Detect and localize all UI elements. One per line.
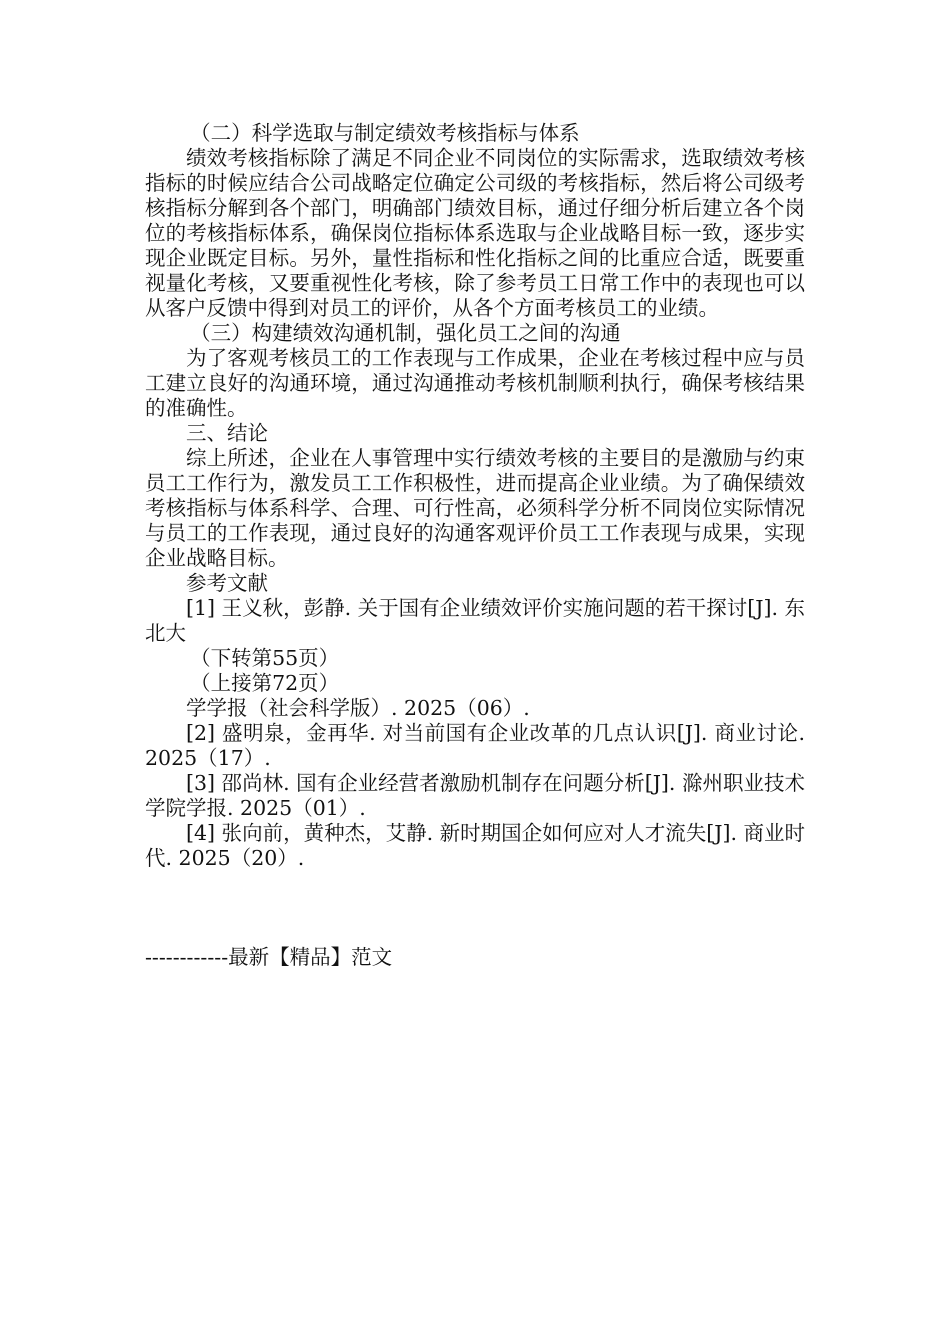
paragraph-kpi-selection: 绩效考核指标除了满足不同企业不同岗位的实际需求，选取绩效考核指标的时候应结合公司战略定位确定公司级的考核指标，然后将公司级考核指标分解到各个部门，明确部门绩效目标，通过仔细分析后建立各个岗位的考核指标体系，确保岗位指标体系选取与企业战略目标一致，逐步实现企业既定目标。另外，量性指标和性化指标之间的比重应合适，既要重视量化考核，又要重视性化考核，除了参考员工日常工作中的表现也可以从客户反馈中得到对员工的评价，从各个方面考核员工的业绩。 bbox=[145, 146, 805, 320]
reference-item-2: [2] 盛明泉，金再华. 对当前国有企业改革的几点认识[J]. 商业讨论. 2025（17）. bbox=[145, 721, 805, 770]
section-heading-3: （三）构建绩效沟通机制，强化员工之间的沟通 bbox=[190, 321, 621, 345]
continued-from-note: （上接第72页） bbox=[190, 671, 340, 695]
reference-item-4: [4] 张向前，黄种杰，艾静. 新时期国企如何应对人才流失[J]. 商业时代. 2025（20）. bbox=[145, 821, 805, 870]
paragraph-conclusion: 综上所述，企业在人事管理中实行绩效考核的主要目的是激励与约束员工工作行为，激发员工工作积极性，进而提高企业业绩。为了确保绩效考核指标与体系科学、合理、可行性高，必须科学分析不同岗位实际情况与员工的工作表现，通过良好的沟通客观评价员工工作表现与成果，实现企业战略目标。 bbox=[145, 446, 805, 570]
section-heading-2: （二）科学选取与制定绩效考核指标与体系 bbox=[190, 121, 580, 145]
document-body bbox=[145, 121, 805, 871]
footer-note: ------------最新【精品】范文 bbox=[145, 945, 393, 969]
references-heading: 参考文献 bbox=[186, 571, 268, 595]
reference-item-3: [3] 邵尚林. 国有企业经营者激励机制存在问题分析[J]. 滁州职业技术学院学报. 2025（01）. bbox=[145, 771, 805, 820]
reference-item-1: [1] 王义秋，彭静. 关于国有企业绩效评价实施问题的若干探讨[J]. 东北大 bbox=[145, 596, 805, 645]
paragraph-communication: 为了客观考核员工的工作表现与工作成果，企业在考核过程中应与员工建立良好的沟通环境，通过沟通推动考核机制顺利执行，确保考核结果的准确性。 bbox=[145, 346, 805, 420]
reference-item-1-continued: 学学报（社会科学版）. 2025（06）. bbox=[186, 696, 530, 720]
continued-on-note: （下转第55页） bbox=[190, 646, 340, 670]
conclusion-heading: 三、结论 bbox=[186, 421, 268, 445]
